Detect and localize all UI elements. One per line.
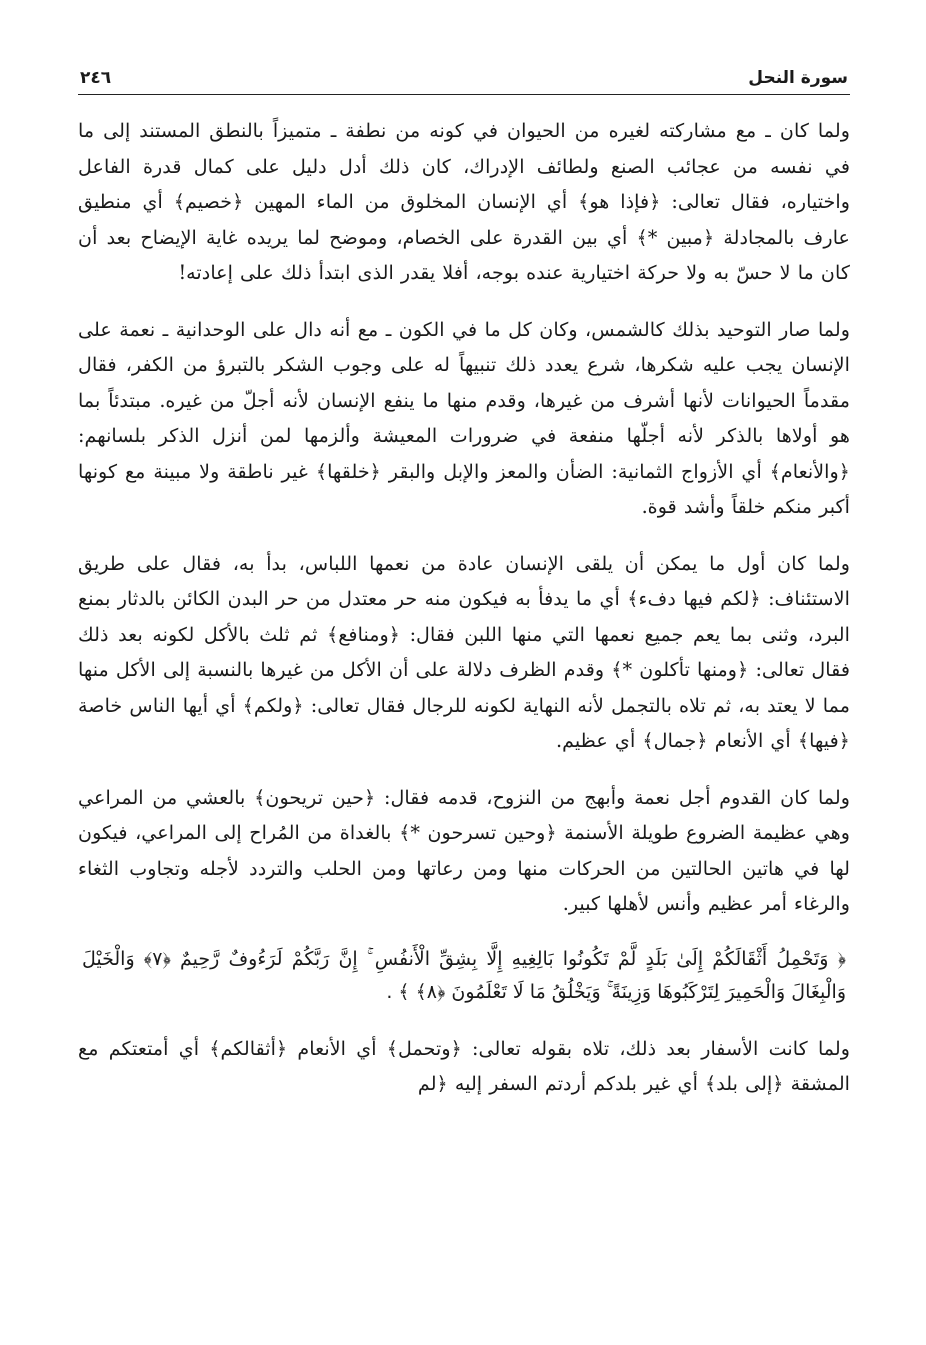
paragraph-4: ولما كان القدوم أجل نعمة وأبهج من النزوح، قدمه فقال: ﴿حين تريحون﴾ بالعشي من المراعي وهي عظيمة الضروع طويلة الأسنمة ﴿وحين تسرحون *﴾ بالغداة من المُراح إلى المراعي، فيكون لها في هاتين الحالتين من الحركات منها ومن رعاتها ومن الحلب والتردد لأجله وتجاوب الثغاء والرغاء أمر عظيم وأنس لأهلها كبير. — [78, 785, 850, 915]
paragraph-3: ولما كان أول ما يمكن أن يلقى الإنسان عادة من نعمها اللباس، بدأ به، فقال على طريق الاستئناف: ﴿لكم فيها دفء﴾ أي ما يدفأ به فيكون منه حر معتدل من حر البدن الكائن بالدثار بمنع البرد، وثنى بما يعم جميع نعمها التي منها اللبن فقال: ﴿ومنافع﴾ ثم ثلث بالأكل لكونه بعد ذلك فقال تعالى: ﴿ومنها تأكلون *﴾ وقدم الظرف دلالة على أن الأكل من غيرها بالنسبة إلى الأكل منها مما لا يعتد به، ثم تلاه بالتجمل لأنه النهاية لكونه للرجال فقال تعالى: ﴿ولكم﴾ أي أيها الناس خاصة ﴿فيها﴾ أي الأنعام ﴿جمال﴾ أي عظيم. — [78, 551, 850, 752]
book-page — [78, 68, 850, 1123]
paragraph-2: ولما صار التوحيد بذلك كالشمس، وكان كل ما في الكون ـ مع أنه دال على الوحدانية ـ نعمة على الإنسان يجب عليه شكرها، شرع يعدد ذلك تنبيهاً له على وجوب الشكر بالتبرؤ من الكفر، فقال مقدماً الحيوانات لأنها أشرف من غيرها، وقدم منها ما ينفع الإنسان لأنه أجلّ من غيره. مبتدئاً بما هو أولاها بالذكر لأنه أجلّها منفعة في ضرورات المعيشة وألزمها لمن أنزل الذكر بلسانهم: ﴿والأنعام﴾ أي الأزواج الثمانية: الضأن والمعز والإبل والبقر ﴿خلقها﴾ غير ناطقة ولا مبينة مع كونها أكبر منكم خلقاً وأشد قوة. — [78, 317, 850, 518]
surah-title: سورة النحل — [748, 68, 848, 88]
header-rule — [78, 94, 850, 95]
paragraph-1: ولما كان ـ مع مشاركته لغيره من الحيوان في كونه من نطفة ـ متميزاً بالنطق المستند إلى ما في نفسه من عجائب الصنع ولطائف الإدراك، كان ذلك أدل دليل على كمال قدرة الفاعل واختياره، فقال تعالى: ﴿فإذا هو﴾ أي الإنسان المخلوق من الماء المهين ﴿خصيم﴾ أي منطيق عارف بالمجادلة ﴿مبين *﴾ أي بين القدرة على الخصام، وموضح لما يريده غاية الإيضاح بعد أن كان ما لا حسّ به ولا حركة اختيارية عنده بوجه، أفلا يقدر الذى ابتدأ ذلك على إعادته! — [78, 119, 850, 284]
page-header — [78, 68, 850, 94]
paragraph-5: ولما كانت الأسفار بعد ذلك، تلاه بقوله تعالى: ﴿وتحمل﴾ أي الأنعام ﴿أثقالكم﴾ أي أمتعتكم مع المشقة ﴿إلى بلد﴾ أي غير بلدكم أردتم السفر إليه ﴿لم — [78, 1036, 850, 1095]
quran-verse: ﴿ وَتَحْمِلُ أَثْقَالَكُمْ إِلَىٰ بَلَدٍ لَّمْ تَكُونُوا بَالِغِيهِ إِلَّا بِشِقِّ الْأَنفُسِ ۚ إِنَّ رَبَّكُمْ لَرَءُوفٌ رَّحِيمٌ ﴿٧﴾ وَالْخَيْلَ وَالْبِغَالَ وَالْحَمِيرَ لِتَرْكَبُوهَا وَزِينَةً ۚ وَيَخْلُقُ مَا لَا تَعْلَمُونَ ﴿٨﴾ ﴾ . — [82, 947, 847, 1003]
page-number: ٢٤٦ — [80, 68, 112, 88]
